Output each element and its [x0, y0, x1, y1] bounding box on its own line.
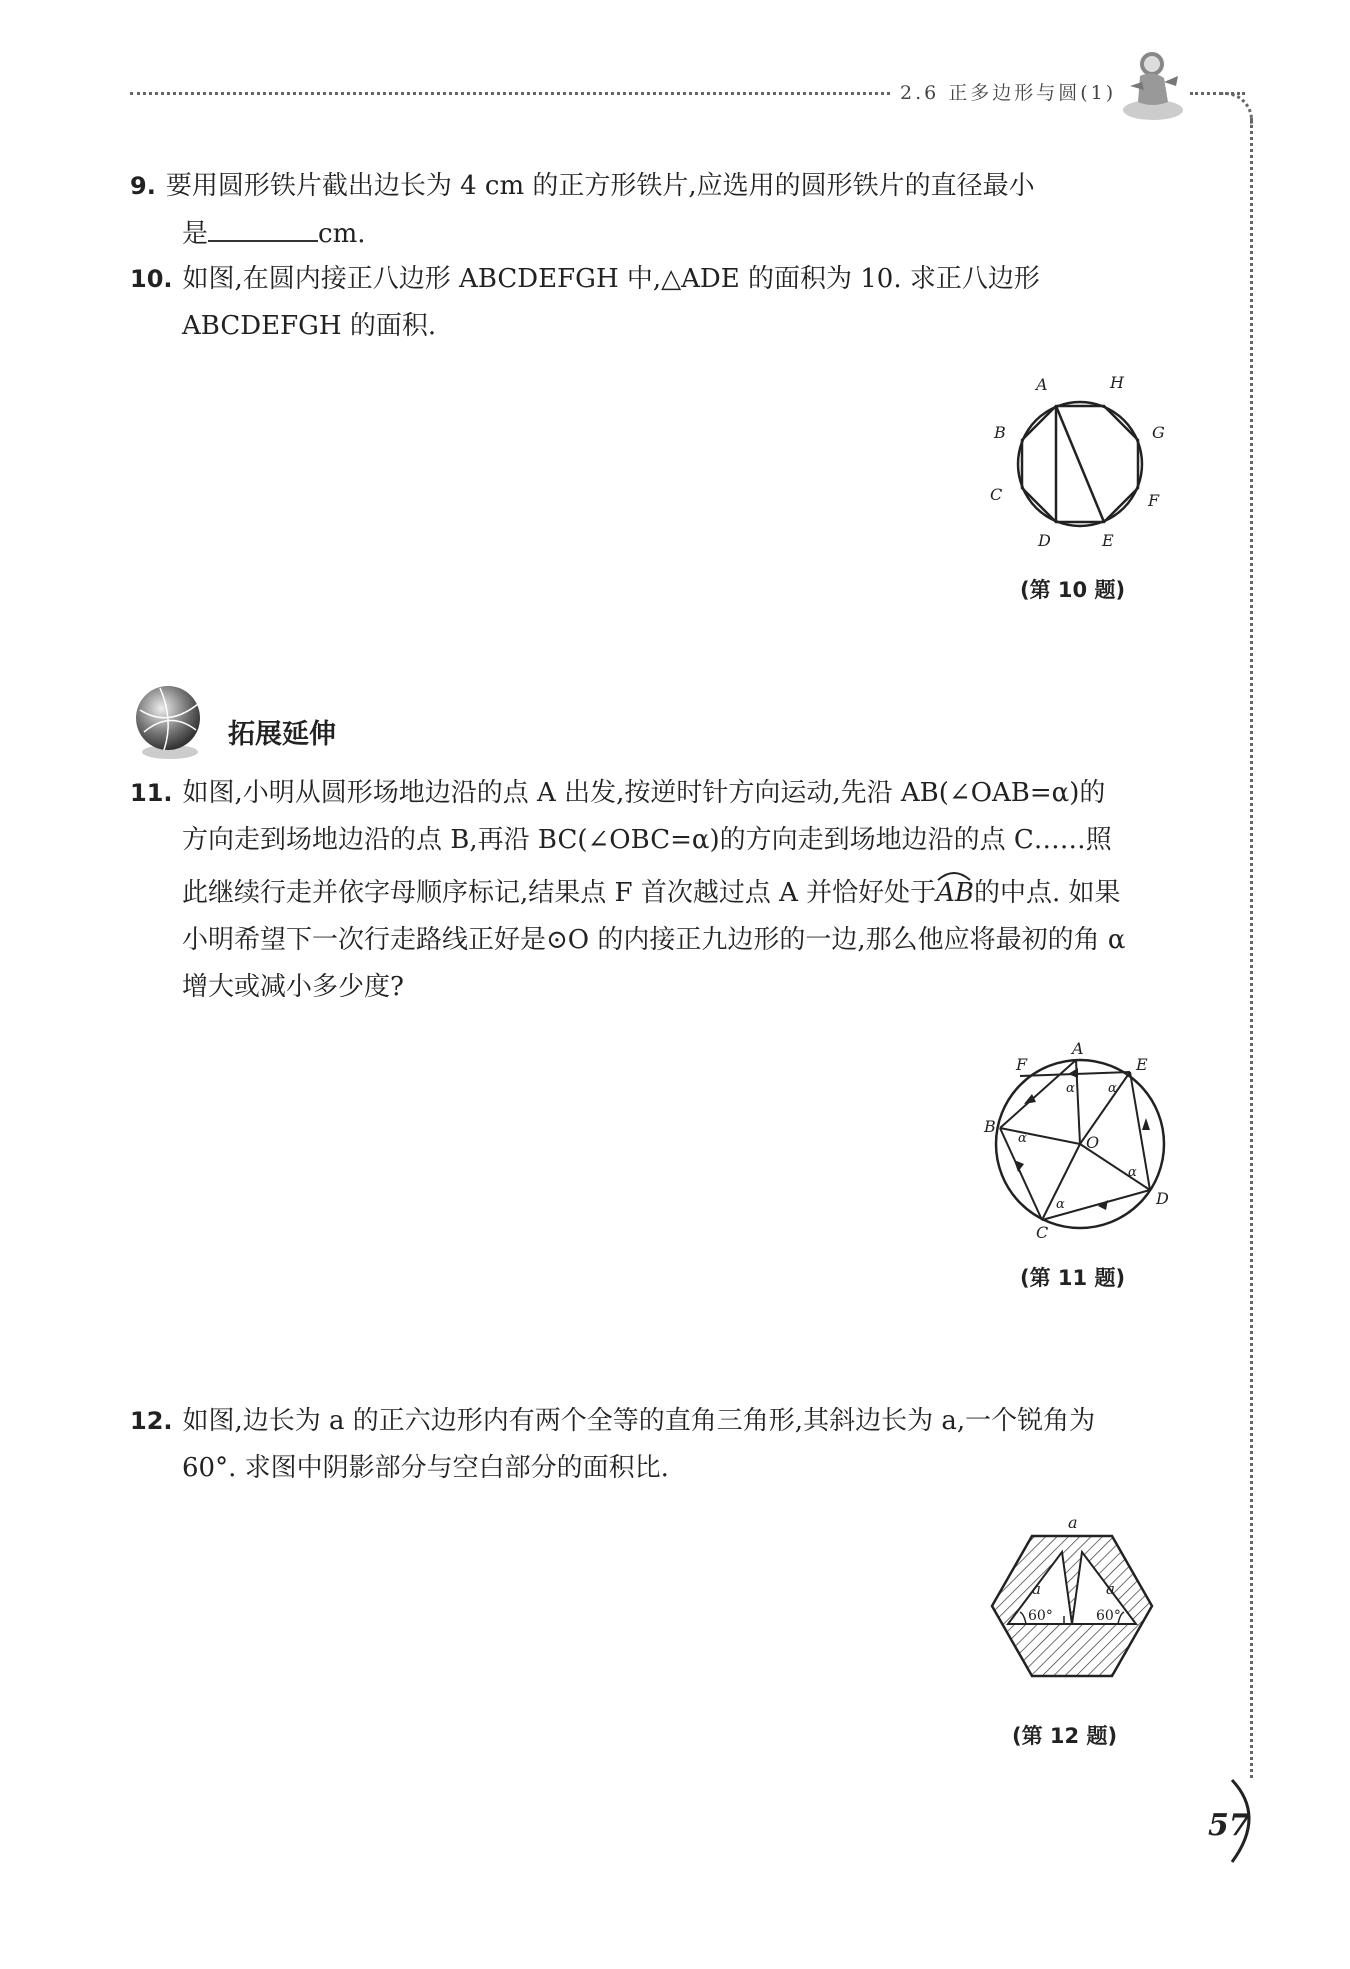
angle-label: α	[1128, 1165, 1137, 1180]
margin-rule	[1250, 118, 1253, 1778]
figure-caption: (第 12 题)	[1012, 1724, 1118, 1748]
problem-text: 60°. 求图中阴影部分与空白部分的面积比.	[182, 1453, 669, 1483]
angle-label: α	[1066, 1081, 1075, 1096]
problem-text: 要用圆形铁片截出边长为 4 cm 的正方形铁片,应选用的圆形铁片的直径最小	[165, 171, 1035, 201]
arc-ab	[936, 878, 974, 908]
vertex-label: A	[1036, 375, 1048, 394]
globe-icon	[130, 680, 206, 764]
point-label: A	[1072, 1040, 1084, 1058]
mascot-icon	[1118, 46, 1188, 126]
vertex-label: C	[990, 485, 1003, 504]
figure-11-circle-path	[980, 1040, 1190, 1240]
problem-text: 如图,在圆内接正八边形 ABCDEFGH 中,△ADE 的面积为 10. 求正八边形	[182, 264, 1040, 294]
problem-11	[130, 770, 1190, 1011]
figure-12-hexagon	[968, 1512, 1178, 1702]
point-label: O	[1086, 1133, 1100, 1152]
problem-9	[130, 163, 1190, 258]
hexagon	[992, 1536, 1152, 1676]
hypotenuse-label: a	[1032, 1580, 1041, 1598]
side-label: a	[1068, 1513, 1078, 1532]
section-title: 拓展延伸	[228, 719, 336, 750]
problem-text: 此继续行走并依字母顺序标记,结果点 F 首次越过点 A 并恰好处于	[182, 878, 937, 908]
problem-number: 10.	[130, 265, 173, 293]
vertex-label: G	[1152, 423, 1165, 442]
point-label: D	[1156, 1189, 1169, 1208]
arrow-icon	[1068, 1068, 1078, 1078]
problem-number: 12.	[130, 1407, 173, 1435]
vertex-label: B	[994, 423, 1006, 442]
problem-text: 如图,边长为 a 的正六边形内有两个全等的直角三角形,其斜边长为 a,一个锐角为	[182, 1406, 1096, 1436]
segment-ae	[1056, 406, 1104, 522]
problem-text: 是	[182, 219, 209, 249]
arc-label: AB	[936, 878, 975, 908]
header-corner	[1220, 92, 1253, 125]
header-section: 2.6 正多边形与圆(1)	[900, 82, 1117, 104]
figure-caption: (第 10 题)	[1020, 578, 1126, 602]
vertex-label: F	[1148, 491, 1160, 510]
problem-number: 9.	[130, 172, 156, 200]
problem-text: 增大或减小多少度?	[182, 972, 404, 1002]
angle-label: 60°	[1096, 1608, 1121, 1624]
arrow-icon	[1142, 1118, 1150, 1130]
problem-text: 方向走到场地边沿的点 B,再沿 BC(∠OBC=α)的方向走到场地边沿的点 C……照	[182, 825, 1112, 855]
point-label: B	[984, 1117, 996, 1136]
problem-text: 的中点. 如果	[974, 878, 1121, 908]
page-number: 57	[1208, 1808, 1250, 1843]
figure-10-octagon	[980, 368, 1180, 568]
problem-12	[130, 1398, 1190, 1492]
problem-text: ABCDEFGH 的面积.	[182, 311, 437, 341]
header-rule	[130, 92, 890, 95]
vertex-label: H	[1110, 373, 1124, 392]
problem-text: 如图,小明从圆形场地边沿的点 A 出发,按逆时针方向运动,先沿 AB(∠OAB=α)的	[182, 778, 1106, 808]
problem-text: 小明希望下一次行走路线正好是⊙O 的内接正九边形的一边,那么他应将最初的角 α	[182, 925, 1126, 955]
answer-blank[interactable]	[208, 210, 318, 242]
point-label: F	[1016, 1055, 1028, 1074]
hypotenuse-label: a	[1106, 1580, 1115, 1598]
angle-label: 60°	[1028, 1608, 1053, 1624]
angle-label: α	[1108, 1081, 1117, 1096]
vertex-label: E	[1102, 531, 1114, 550]
figure-caption: (第 11 题)	[1020, 1266, 1126, 1290]
vertex-label: D	[1038, 531, 1051, 550]
angle-label: α	[1056, 1197, 1065, 1212]
problem-number: 11.	[130, 779, 173, 807]
point-label: E	[1136, 1055, 1148, 1074]
point-label: C	[1036, 1223, 1049, 1240]
problem-text: cm.	[318, 219, 366, 249]
segment-bo	[1000, 1128, 1080, 1144]
arrow-icon	[1024, 1094, 1036, 1104]
problem-10	[130, 256, 1190, 350]
angle-label: α	[1018, 1131, 1027, 1146]
arrow-icon	[1014, 1160, 1024, 1172]
